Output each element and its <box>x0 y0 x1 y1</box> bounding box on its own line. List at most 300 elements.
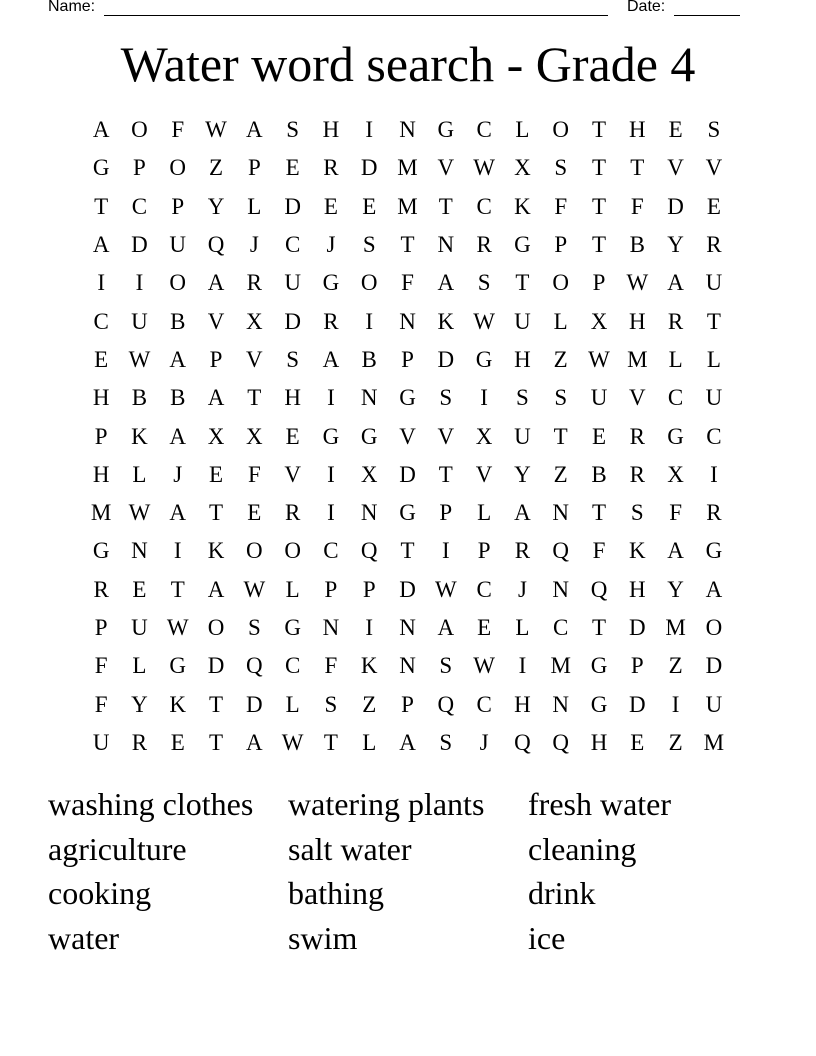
grid-letter: N <box>437 232 455 258</box>
grid-letter: E <box>706 193 721 219</box>
grid-letter: H <box>92 385 110 411</box>
grid-letter: O <box>284 538 301 564</box>
grid-letter: U <box>514 308 531 334</box>
grid-letter: W <box>128 346 151 372</box>
grid-letter: J <box>249 232 259 258</box>
grid-letter: N <box>552 576 570 602</box>
grid-letter: J <box>479 729 489 755</box>
grid-letter: E <box>285 155 300 181</box>
grid-letter: P <box>94 615 108 640</box>
grid-letter: P <box>439 500 453 526</box>
grid-letter: P <box>401 691 414 717</box>
grid-letter: Y <box>207 193 225 219</box>
grid-letter: N <box>131 538 148 564</box>
grid-letter: A <box>667 270 684 296</box>
grid-letter: R <box>323 308 339 334</box>
grid-letter: I <box>365 308 374 334</box>
word-list-item: cleaning <box>528 830 637 867</box>
grid-letter: R <box>706 232 722 258</box>
grid-letter: C <box>476 117 492 143</box>
grid-letter: G <box>705 538 723 564</box>
header <box>0 0 816 20</box>
grid-letter: N <box>552 500 570 526</box>
grid-letter: X <box>514 155 531 181</box>
grid-letter: V <box>399 423 416 449</box>
grid-letter: P <box>554 232 568 258</box>
grid-letter: V <box>246 346 263 372</box>
grid-letter: L <box>132 653 147 679</box>
grid-letter: E <box>477 615 492 640</box>
grid-letter: Z <box>553 346 568 372</box>
grid-letter: E <box>209 461 224 487</box>
grid-letter: C <box>476 691 492 717</box>
grid-letter: D <box>628 691 646 717</box>
grid-letter: L <box>515 615 530 640</box>
grid-letter: S <box>439 729 453 755</box>
grid-letter: R <box>629 461 645 487</box>
grid-letter: V <box>705 155 723 181</box>
grid-letter: G <box>92 155 110 181</box>
grid-letter: H <box>514 691 531 717</box>
grid-letter: I <box>173 538 182 564</box>
grid-letter: S <box>439 653 453 679</box>
word-list-item: fresh water <box>528 786 672 822</box>
grid-letter: C <box>284 232 301 258</box>
grid-letter: N <box>360 500 378 526</box>
grid-letter: C <box>476 193 492 219</box>
grid-letter: R <box>93 576 109 602</box>
grid-letter: T <box>591 117 607 143</box>
grid-letter: A <box>399 729 416 755</box>
grid-letter: D <box>360 155 378 181</box>
grid-letter: S <box>707 117 721 143</box>
grid-letter: L <box>247 193 262 219</box>
grid-letter: U <box>92 729 110 755</box>
grid-letter: C <box>476 576 492 602</box>
grid-letter: P <box>324 576 338 602</box>
grid-letter: X <box>207 423 225 449</box>
grid-letter: Q <box>207 232 225 258</box>
grid-letter: A <box>246 729 263 755</box>
grid-letter: X <box>667 461 684 487</box>
grid-letter: A <box>437 615 455 640</box>
grid-letter: D <box>246 691 263 717</box>
grid-letter: S <box>286 117 300 143</box>
grid-letter: P <box>401 346 414 372</box>
grid-letter: E <box>668 117 683 143</box>
word-list-item: bathing <box>288 875 384 912</box>
grid-letter: X <box>246 423 263 449</box>
grid-letter: T <box>209 500 224 526</box>
grid-letter: S <box>439 385 453 411</box>
grid-letter: F <box>94 653 108 679</box>
grid-letter: I <box>97 270 105 296</box>
grid-letter: A <box>92 232 110 258</box>
word-list-item: ice <box>528 920 566 957</box>
grid-letter: Q <box>552 729 570 755</box>
grid-letter: T <box>400 232 415 258</box>
grid-letter: Q <box>514 729 531 755</box>
grid-letter: M <box>397 193 418 219</box>
grid-letter: R <box>706 500 722 526</box>
grid-letter: X <box>475 423 493 449</box>
grid-letter: M <box>627 346 648 372</box>
grid-letter: B <box>629 232 645 258</box>
grid-letter: I <box>671 691 680 717</box>
grid-letter: C <box>553 615 569 640</box>
word-list-item: watering plants <box>288 786 485 822</box>
grid-letter: T <box>591 615 607 640</box>
grid-letter: N <box>399 117 416 143</box>
grid-letter: S <box>247 615 261 640</box>
grid-letter: U <box>514 423 531 449</box>
grid-letter: T <box>209 691 224 717</box>
grid-letter: H <box>92 461 110 487</box>
grid-letter: R <box>246 270 262 296</box>
grid-letter: O <box>169 270 187 296</box>
grid-letter: R <box>284 500 301 526</box>
grid-letter: D <box>399 576 416 602</box>
grid-letter: R <box>323 155 339 181</box>
name-blank-line <box>104 15 608 16</box>
grid-letter: T <box>706 308 721 334</box>
grid-letter: N <box>360 385 378 411</box>
word-list-item: washing clothes <box>48 786 254 822</box>
grid-letter: R <box>629 423 645 449</box>
grid-letter: I <box>135 270 144 296</box>
grid-letter: T <box>591 500 607 526</box>
grid-letter: O <box>360 270 378 296</box>
grid-letter: K <box>360 653 378 679</box>
grid-letter: H <box>322 117 340 143</box>
word-list-item: salt water <box>288 830 412 867</box>
grid-letter: V <box>667 155 684 181</box>
grid-letter: A <box>514 500 531 526</box>
grid-letter: G <box>437 117 455 143</box>
grid-letter: E <box>630 729 645 755</box>
grid-letter: M <box>397 155 418 181</box>
grid-letter: A <box>207 576 225 602</box>
grid-letter: K <box>207 538 225 564</box>
grid-letter: C <box>667 385 684 411</box>
grid-letter: T <box>323 729 338 755</box>
grid-letter: I <box>327 500 335 526</box>
date-label: Date: <box>627 0 666 15</box>
grid-letter: W <box>473 308 495 334</box>
grid-letter: Q <box>360 538 378 564</box>
grid-letter: Z <box>362 691 377 717</box>
grid-letter: F <box>171 117 185 143</box>
grid-letter: J <box>173 461 183 487</box>
grid-letter: R <box>514 538 531 564</box>
grid-letter: G <box>322 423 340 449</box>
grid-letter: Y <box>667 232 684 258</box>
grid-letter: J <box>326 232 336 258</box>
grid-letter: T <box>591 155 607 181</box>
grid-letter: K <box>514 193 531 219</box>
grid-letter: W <box>626 270 649 296</box>
grid-letter: A <box>322 346 340 372</box>
grid-letter: Z <box>553 461 568 487</box>
grid-letter: V <box>475 461 493 487</box>
grid-letter: A <box>169 346 187 372</box>
grid-letter: V <box>437 155 455 181</box>
grid-letter: C <box>93 308 109 334</box>
grid-letter: M <box>550 653 571 679</box>
grid-letter: G <box>590 653 608 679</box>
grid-letter: G <box>399 385 416 411</box>
grid-letter: H <box>628 117 646 143</box>
grid-letter: M <box>665 615 686 640</box>
grid-letter: W <box>434 576 457 602</box>
grid-letter: K <box>437 308 455 334</box>
grid-letter: A <box>207 270 225 296</box>
grid-letter: O <box>246 538 263 564</box>
grid-letter: D <box>131 232 148 258</box>
grid-letter: L <box>285 691 300 717</box>
grid-letter: A <box>207 385 225 411</box>
grid-letter: G <box>399 500 416 526</box>
grid-letter: W <box>166 615 189 640</box>
grid-letter: U <box>705 270 723 296</box>
grid-letter: C <box>706 423 722 449</box>
grid-letter: P <box>630 653 644 679</box>
grid-letter: S <box>324 691 338 717</box>
grid-letter: O <box>207 615 225 640</box>
page-title: Water word search - Grade 4 <box>120 36 696 92</box>
grid-letter: P <box>209 346 223 372</box>
grid-letter: L <box>362 729 377 755</box>
grid-letter: W <box>128 500 151 526</box>
grid-letter: P <box>133 155 146 181</box>
grid-letter: W <box>281 729 304 755</box>
grid-letter: G <box>322 270 340 296</box>
grid-letter: W <box>473 653 495 679</box>
grid-letter: K <box>628 538 646 564</box>
grid-letter: P <box>94 423 108 449</box>
grid-letter: W <box>243 576 266 602</box>
grid-letter: T <box>591 232 607 258</box>
grid-letter: U <box>590 385 608 411</box>
grid-letter: N <box>399 653 416 679</box>
grid-letter: A <box>92 117 110 143</box>
grid-letter: A <box>169 500 187 526</box>
grid-letter: V <box>207 308 225 334</box>
grid-letter: O <box>169 155 187 181</box>
grid-letter: G <box>92 538 110 564</box>
grid-letter: F <box>401 270 414 296</box>
grid-letter: M <box>90 500 112 526</box>
grid-letter: C <box>284 653 301 679</box>
grid-letter: I <box>441 538 450 564</box>
grid-letter: Z <box>668 653 683 679</box>
grid-letter: P <box>247 155 261 181</box>
grid-letter: L <box>515 117 530 143</box>
grid-letter: I <box>365 615 374 640</box>
grid-letter: T <box>438 193 453 219</box>
grid-letter: P <box>477 538 491 564</box>
grid-letter: N <box>322 615 340 640</box>
grid-letter: I <box>327 385 335 411</box>
word-list-item: swim <box>288 920 358 957</box>
grid-letter: A <box>705 576 723 602</box>
grid-letter: P <box>171 193 185 219</box>
grid-letter: T <box>94 193 109 219</box>
grid-letter: B <box>170 385 186 411</box>
word-list <box>48 782 768 961</box>
grid-letter: I <box>518 653 527 679</box>
grid-letter: E <box>247 500 262 526</box>
grid-letter: D <box>628 615 646 640</box>
grid-letter: H <box>284 385 301 411</box>
grid-letter: O <box>552 117 570 143</box>
grid-letter: K <box>169 691 187 717</box>
grid-letter: L <box>285 576 300 602</box>
grid-letter: A <box>667 538 684 564</box>
grid-letter: B <box>170 308 186 334</box>
grid-letter: Y <box>514 461 531 487</box>
grid-letter: E <box>285 423 300 449</box>
grid-letter: U <box>705 385 723 411</box>
grid-letter: P <box>362 576 376 602</box>
grid-letter: N <box>399 615 416 640</box>
grid-letter: O <box>705 615 723 640</box>
grid-letter: F <box>630 193 644 219</box>
grid-letter: E <box>591 423 607 449</box>
grid-letter: F <box>592 538 606 564</box>
grid-letter: D <box>667 193 684 219</box>
grid-letter: S <box>554 385 568 411</box>
grid-letter: G <box>169 653 187 679</box>
grid-letter: C <box>131 193 148 219</box>
grid-letter: T <box>438 461 453 487</box>
grid-letter: R <box>131 729 148 755</box>
grid-letter: Q <box>552 538 570 564</box>
grid-letter: Q <box>246 653 263 679</box>
grid-letter: W <box>588 346 610 372</box>
grid-letter: F <box>669 500 682 526</box>
grid-letter: G <box>514 232 531 258</box>
grid-letter: G <box>475 346 493 372</box>
grid-letter: C <box>323 538 339 564</box>
grid-letter: N <box>552 691 570 717</box>
grid-letter: U <box>131 615 148 640</box>
letter-grid <box>82 111 733 762</box>
grid-letter: G <box>360 423 378 449</box>
name-label: Name: <box>48 0 96 15</box>
grid-letter: F <box>247 461 261 487</box>
grid-letter: L <box>668 346 683 372</box>
grid-letter: E <box>170 729 185 755</box>
grid-letter: X <box>246 308 263 334</box>
grid-letter: D <box>399 461 416 487</box>
grid-letter: T <box>209 729 224 755</box>
grid-letter: Q <box>437 691 455 717</box>
grid-letter: L <box>553 308 568 334</box>
grid-letter: L <box>132 461 147 487</box>
grid-letter: O <box>552 270 570 296</box>
grid-letter: A <box>246 117 263 143</box>
grid-letter: R <box>667 308 684 334</box>
grid-letter: S <box>516 385 529 411</box>
grid-letter: F <box>554 193 568 219</box>
grid-letter: F <box>94 691 108 717</box>
grid-letter: L <box>706 346 721 372</box>
grid-letter: S <box>362 232 376 258</box>
grid-letter: W <box>205 117 227 143</box>
grid-letter: B <box>131 385 148 411</box>
grid-letter: T <box>553 423 568 449</box>
grid-letter: V <box>437 423 455 449</box>
grid-letter: R <box>476 232 492 258</box>
grid-letter: E <box>323 193 338 219</box>
grid-letter: S <box>630 500 644 526</box>
grid-letter: S <box>286 346 300 372</box>
grid-letter: D <box>284 193 301 219</box>
grid-letter: E <box>132 576 147 602</box>
grid-letter: T <box>247 385 262 411</box>
grid-letter: G <box>590 691 608 717</box>
grid-letter: Z <box>668 729 683 755</box>
grid-letter: U <box>284 270 301 296</box>
grid-letter: N <box>399 308 416 334</box>
grid-letter: U <box>705 691 723 717</box>
grid-letter: I <box>480 385 488 411</box>
grid-letter: O <box>131 117 148 143</box>
grid-letter: J <box>517 576 527 602</box>
word-list-item: cooking <box>48 875 152 912</box>
grid-letter: D <box>705 653 723 679</box>
grid-letter: E <box>94 346 109 372</box>
grid-letter: I <box>327 461 335 487</box>
grid-letter: W <box>473 155 495 181</box>
grid-letter: B <box>591 461 607 487</box>
grid-letter: U <box>169 232 187 258</box>
grid-letter: F <box>324 653 338 679</box>
grid-letter: A <box>169 423 187 449</box>
grid-letter: H <box>514 346 531 372</box>
grid-letter: L <box>477 500 492 526</box>
word-list-item: water <box>48 920 120 957</box>
grid-letter: D <box>207 653 225 679</box>
grid-letter: B <box>361 346 377 372</box>
grid-letter: T <box>400 538 415 564</box>
grid-letter: K <box>131 423 148 449</box>
grid-letter: Y <box>131 691 148 717</box>
grid-letter: D <box>437 346 455 372</box>
grid-letter: H <box>628 576 646 602</box>
word-list-item: agriculture <box>48 830 187 867</box>
grid-letter: G <box>284 615 301 640</box>
grid-letter: G <box>667 423 684 449</box>
grid-letter: X <box>360 461 378 487</box>
grid-letter: S <box>554 155 568 181</box>
grid-letter: H <box>628 308 646 334</box>
grid-letter: A <box>437 270 455 296</box>
grid-letter: T <box>630 155 645 181</box>
grid-letter: I <box>365 117 374 143</box>
grid-letter: U <box>131 308 148 334</box>
grid-letter: M <box>703 729 725 755</box>
grid-letter: T <box>515 270 530 296</box>
grid-letter: Y <box>667 576 684 602</box>
grid-letter: T <box>591 193 607 219</box>
word-list-item: drink <box>528 875 596 912</box>
grid-letter: Q <box>590 576 608 602</box>
grid-letter: Z <box>209 155 224 181</box>
date-blank-line <box>674 15 740 16</box>
grid-letter: V <box>628 385 646 411</box>
